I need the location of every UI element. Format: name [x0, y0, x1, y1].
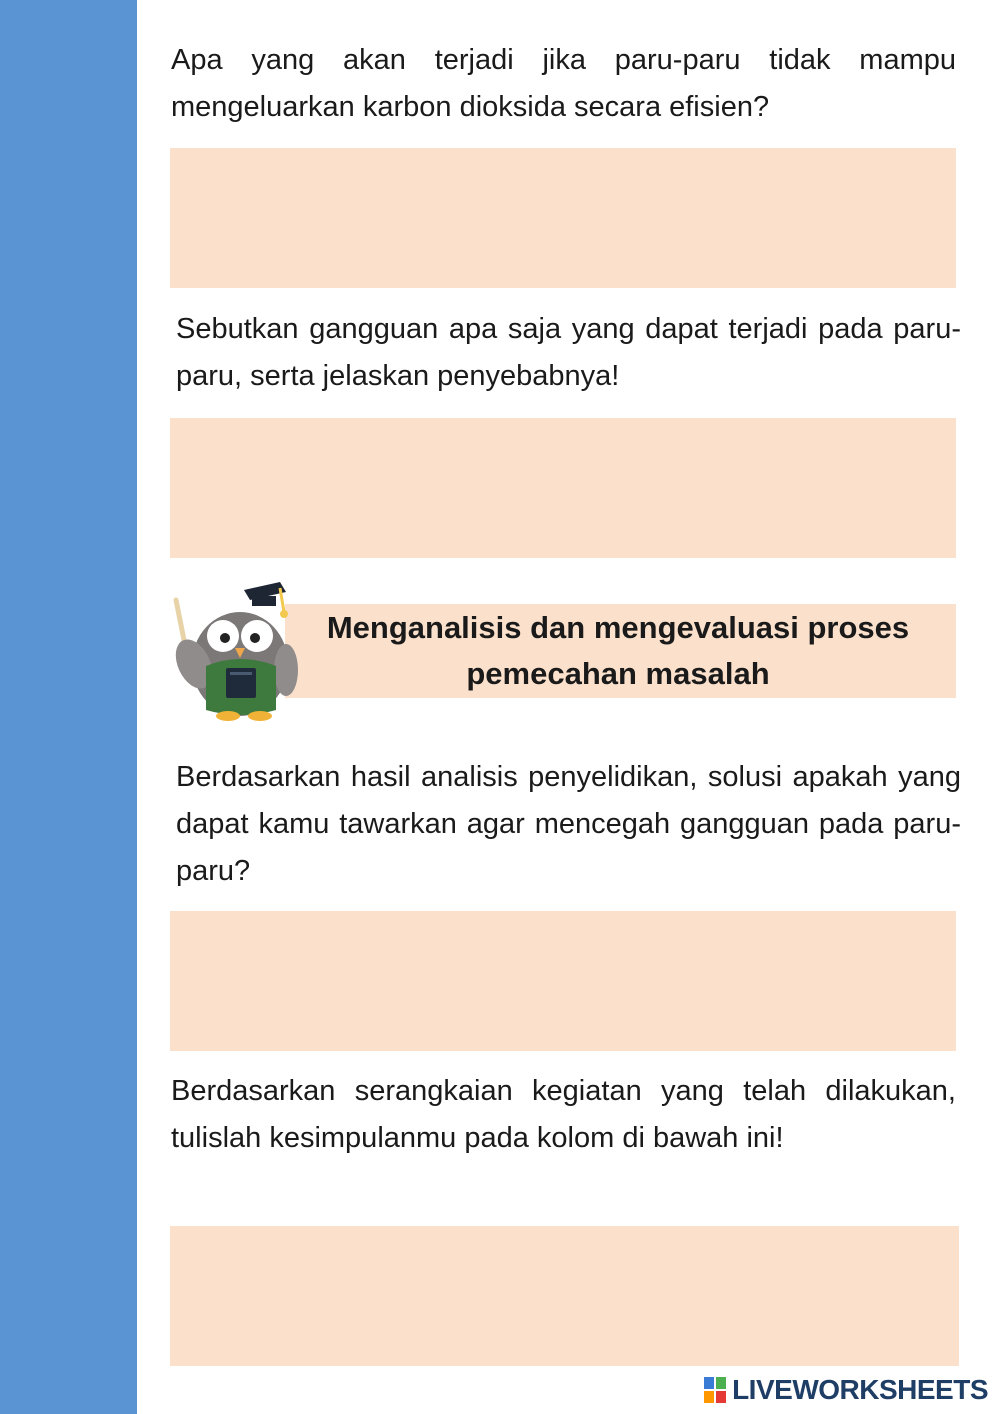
- question-3: Berdasarkan hasil analisis penyelidikan, solusi apakah yang dapat kamu tawarkan agar mencegah gangguan pada paru-paru?: [176, 761, 961, 887]
- owl-teacher-icon: [168, 578, 298, 726]
- question-1: Apa yang akan terjadi jika paru-paru tidak mampu mengeluarkan karbon dioksida secara efisien?: [171, 44, 956, 123]
- question-2: Sebutkan gangguan apa saja yang dapat terjadi pada paru-paru, serta jelaskan penyebabnya!: [176, 313, 961, 392]
- answer-box-4[interactable]: [170, 1226, 959, 1366]
- question-4: Berdasarkan serangkaian kegiatan yang telah dilakukan, tulislah kesimpulanmu pada kolom di bawah ini!: [171, 1075, 956, 1154]
- liveworksheets-logo-icon: [704, 1377, 726, 1403]
- answer-box-2[interactable]: [170, 418, 956, 558]
- answer-box-1[interactable]: [170, 148, 956, 288]
- answer-box-3[interactable]: [170, 911, 956, 1051]
- footer-brand[interactable]: [704, 1374, 988, 1406]
- section-title: Menganalisis dan mengevaluasi proses pemecahan masalah: [326, 610, 910, 691]
- sidebar-stripe: [0, 0, 137, 1414]
- footer-brand-text: LIVEWORKSHEETS: [732, 1374, 988, 1405]
